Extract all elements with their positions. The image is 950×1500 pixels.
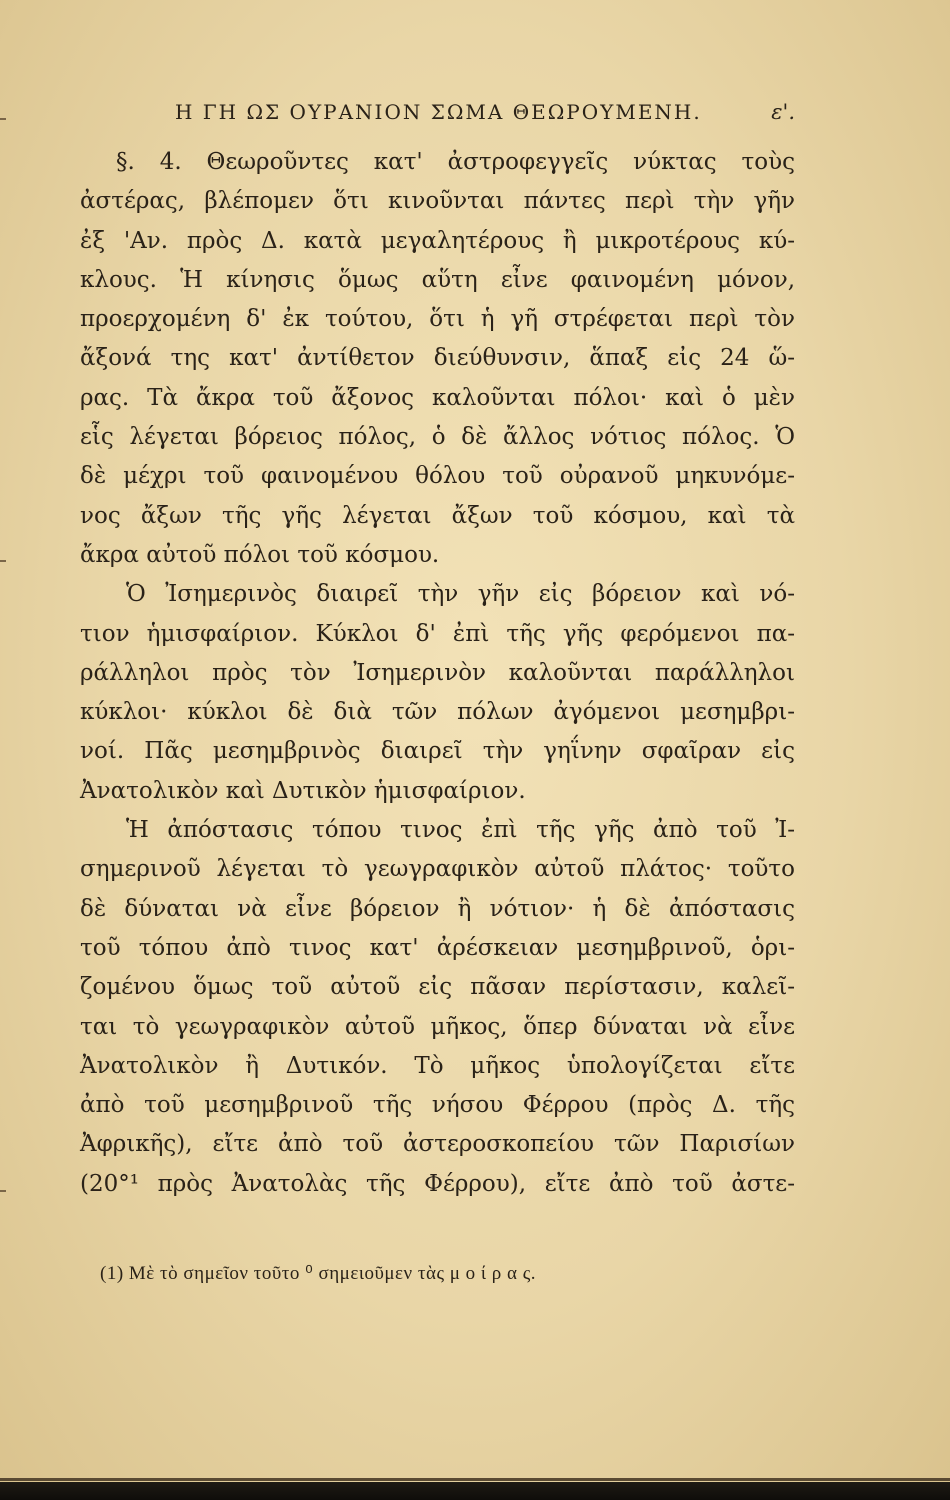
text-line: δὲ δύναται νὰ εἶνε βόρειον ἢ νότιον· ἡ δὲ ἀπόστασις xyxy=(80,895,795,922)
text-line: Ἀφρικῆς), εἴτε ἀπὸ τοῦ ἀστεροσκοπείου τῶν Παρισίων xyxy=(80,1131,795,1158)
text-line: δὲ μέχρι τοῦ φαινομένου θόλου τοῦ οὐρανοῦ μηκυνόμε- xyxy=(80,463,795,490)
text-line: τοῦ τόπου ἀπὸ τινος κατ' ἀρέσκειαν μεσημβρινοῦ, ὁρι- xyxy=(80,934,795,961)
text-line: εἷς λέγεται βόρειος πόλος, ὁ δὲ ἄλλος νότιος πόλος. Ὁ xyxy=(80,424,795,451)
text-line: Ὁ Ἰσημερινὸς διαιρεῖ τὴν γῆν εἰς βόρειον καὶ νό- xyxy=(126,581,795,608)
text-line: Ἡ ἀπόστασις τόπου τινος ἐπὶ τῆς γῆς ἀπὸ τοῦ Ἰ- xyxy=(126,817,795,844)
footnote: (1) Μὲ τὸ σημεῖον τοῦτο ⁰ σημειοῦμεν τὰς μ ο ί ρ α ς. xyxy=(100,1263,536,1284)
text-line: ἀστέρας, βλέπομεν ὅτι κινοῦνται πάντες περὶ τὴν γῆν xyxy=(80,188,795,215)
page-edge-mark xyxy=(0,1190,6,1192)
text-line: κλους. Ἡ κίνησις ὅμως αὕτη εἶνε φαινομένη μόνον, xyxy=(80,266,795,293)
text-line: προερχομένη δ' ἐκ τούτου, ὅτι ἡ γῆ στρέφεται περὶ τὸν xyxy=(80,306,795,333)
text-line: §. 4. Θεωροῦντες κατ' ἀστροφεγγεῖς νύκτας τοὺς xyxy=(116,149,795,175)
text-line: κύκλοι· κύκλοι δὲ διὰ τῶν πόλων ἀγόμενοι μεσημβρι- xyxy=(80,699,795,726)
text-line: νος ἄξων τῆς γῆς λέγεται ἄξων τοῦ κόσμου, καὶ τὰ xyxy=(80,502,795,529)
text-line: ζομένου ὅμως τοῦ αὐτοῦ εἰς πᾶσαν περίστασιν, καλεῖ- xyxy=(80,974,795,1001)
page-edge-mark xyxy=(0,560,6,562)
body-text xyxy=(80,143,795,1204)
text-line: ρας. Τὰ ἄκρα τοῦ ἄξονος καλοῦνται πόλοι· καὶ ὁ μὲν xyxy=(80,384,795,411)
text-line: ἄκρα αὐτοῦ πόλοι τοῦ κόσμου. xyxy=(80,541,440,568)
text-line: ἄξονά της κατ' ἀντίθετον διεύθυνσιν, ἅπαξ εἰς 24 ὥ- xyxy=(80,345,795,372)
text-line: Ἀνατολικὸν ἢ Δυτικόν. Τὸ μῆκος ὑπολογίζεται εἴτε xyxy=(80,1052,795,1079)
page-bottom-edge xyxy=(0,1482,950,1500)
text-line: (20°¹ πρὸς Ἀνατολὰς τῆς Φέρρου), εἴτε ἀπὸ τοῦ ἀστε- xyxy=(80,1170,795,1197)
running-title: Η ΓΗ ΩΣ ΟΥΡΑΝΙΟΝ ΣΩΜΑ ΘΕΩΡΟΥΜΕΝΗ. xyxy=(175,100,702,124)
page-edge-line xyxy=(0,1478,950,1481)
text-line: ἐξ 'Αν. πρὸς Δ. κατὰ μεγαλητέρους ἢ μικροτέρους κύ- xyxy=(80,227,795,254)
running-header xyxy=(80,100,795,132)
text-line: ἀπὸ τοῦ μεσημβρινοῦ τῆς νήσου Φέρρου (πρὸς Δ. τῆς xyxy=(80,1092,795,1119)
text-line: σημερινοῦ λέγεται τὸ γεωγραφικὸν αὐτοῦ πλάτος· τοῦτο xyxy=(80,856,795,883)
text-line: τιον ἡμισφαίριον. Κύκλοι δ' ἐπὶ τῆς γῆς φερόμενοι πα- xyxy=(80,620,795,647)
page-number: ε'. xyxy=(771,100,795,124)
text-line: ται τὸ γεωγραφικὸν αὐτοῦ μῆκος, ὅπερ δύναται νὰ εἶνε xyxy=(80,1013,795,1040)
text-line: ράλληλοι πρὸς τὸν Ἰσημερινὸν καλοῦνται παράλληλοι xyxy=(80,659,795,686)
text-line: Ἀνατολικὸν καὶ Δυτικὸν ἡμισφαίριον. xyxy=(80,777,526,804)
text-line: νοί. Πᾶς μεσημβρινὸς διαιρεῖ τὴν γηΐνην σφαῖραν εἰς xyxy=(80,738,795,765)
page-edge-mark xyxy=(0,118,6,120)
